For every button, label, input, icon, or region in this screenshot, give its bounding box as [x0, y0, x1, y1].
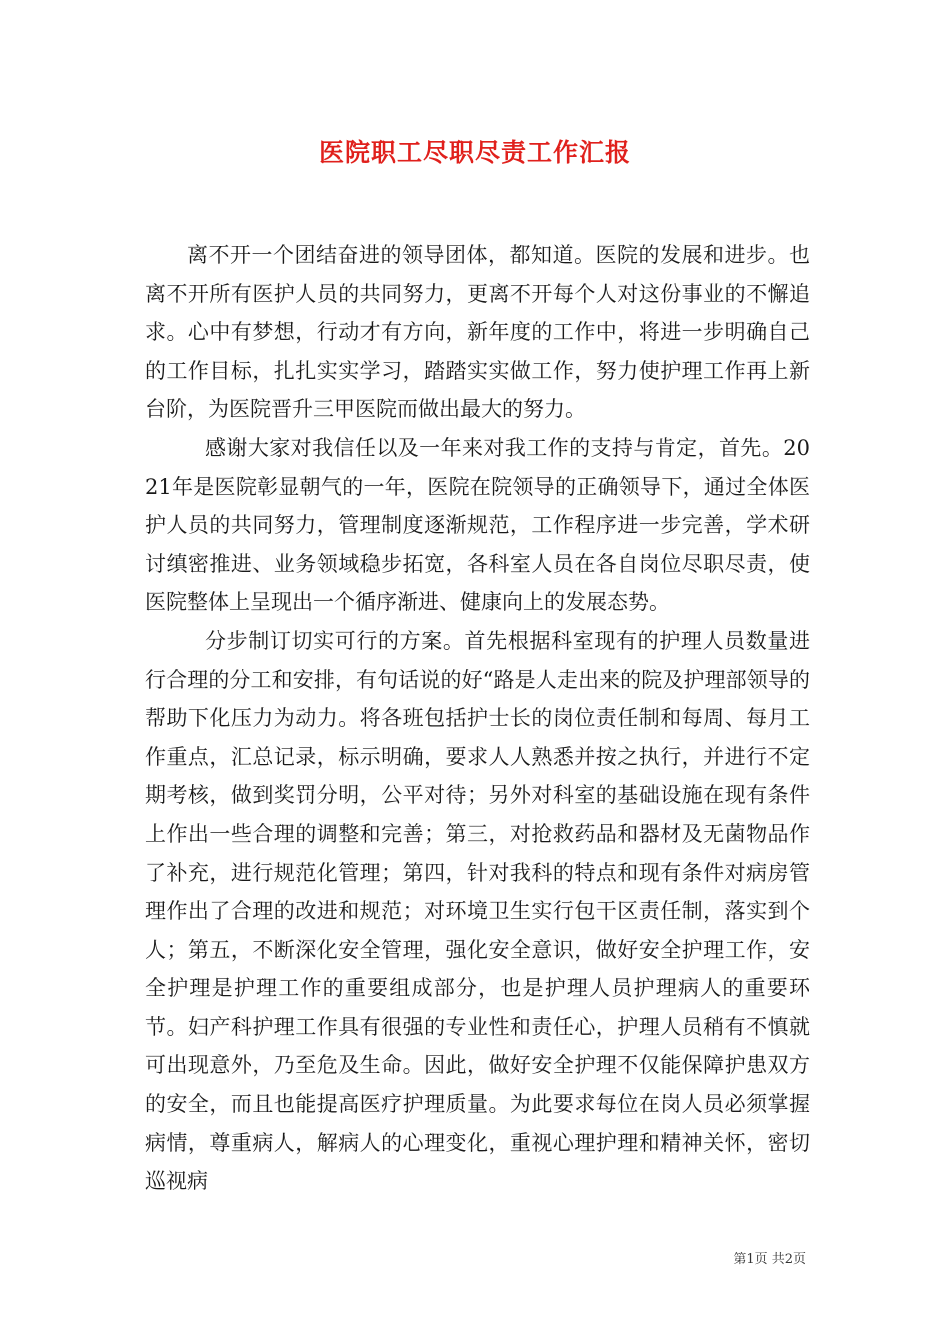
paragraph-2: 感谢大家对我信任以及一年来对我工作的支持与肯定，首先。2021年是医院彰显朝气的一年，医院在院领导的正确领导下，通过全体医护人员的共同努力，管理制度逐渐规范，工作程序进一步完善，学术研讨缜密推进、业务领域稳步拓宽，各科室人员在各自岗位尽职尽责，使医院整体上呈现出一个循序渐进、健康向上的发展态势。: [145, 435, 810, 615]
document-body: [145, 236, 810, 1201]
paragraph-3: 分步制订切实可行的方案。首先根据科室现有的护理人员数量进行合理的分工和安排，有句话说的好“路是人走出来的院及护理部领导的帮助下化压力为动力。将各班包括护士长的岗位责任制和每周、每月工作重点，汇总记录，标示明确，要求人人熟悉并按之执行，并进行不定期考核，做到奖罚分明，公平对待；另外对科室的基础设施在现有条件上作出一些合理的调整和完善；第三，对抢救药品和器材及无菌物品作了补充，进行规范化管理；第四，针对我科的特点和现有条件对病房管理作出了合理的改进和规范；对环境卫生实行包干区责任制，落实到个人；第五，不断深化安全管理，强化安全意识，做好安全护理工作，安全护理是护理工作的重要组成部分，也是护理人员护理病人的重要环节。妇产科护理工作具有很强的专业性和责任心，护理人员稍有不慎就可出现意外，乃至危及生命。因此，做好安全护理不仅能保障护患双方的安全，而且也能提高医疗护理质量。为此要求每位在岗人员必须掌握病情，尊重病人，解病人的心理变化，重视心理护理和精神关怀，密切巡视病: [145, 628, 810, 1194]
paragraph-1: 离不开一个团结奋进的领导团体，都知道。医院的发展和进步。也离不开所有医护人员的共同努力，更离不开每个人对这份事业的不懈追求。心中有梦想，行动才有方向，新年度的工作中，将进一步明确自己的工作目标，扎扎实实学习，踏踏实实做工作，努力使护理工作再上新台阶，为医院晋升三甲医院而做出最大的努力。: [145, 243, 810, 422]
document-title: 医院职工尽职尽责工作汇报: [318, 138, 631, 167]
page-number-footer: 第1页 共2页: [733, 1252, 806, 1267]
